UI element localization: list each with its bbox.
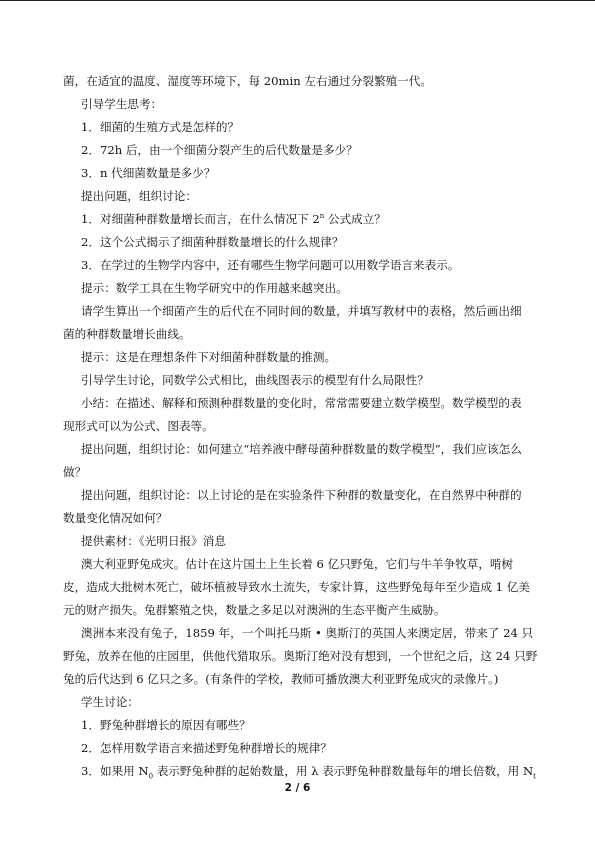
paragraph-line: 现形式可以为公式、图表等。	[63, 419, 214, 433]
paragraph-line: 引导学生思考：	[81, 97, 163, 111]
paragraph-line: 3．n 代细菌数量是多少？	[81, 166, 216, 180]
paragraph-line: 皮，造成大批树木死亡，破坏植被导致水土流失，专家计算，这些野兔每年至少造成 1 亿美	[63, 580, 530, 594]
line-text: 公式成立？	[324, 212, 386, 226]
paragraph-line: 菌的种群数量增长曲线。	[63, 327, 191, 341]
paragraph-line	[63, 208, 538, 231]
line-text: 1．对细菌种群数量增长而言，在什么情况下 2	[81, 212, 320, 226]
paragraph-line: 引导学生讨论，同数学公式相比，曲线图表示的模型有什么局限性？	[81, 373, 429, 387]
paragraph-line	[63, 760, 538, 783]
page-number: 2 / 6	[284, 782, 311, 794]
paragraph-line: 1．细菌的生殖方式是怎样的？	[81, 120, 240, 134]
subscript: 0	[148, 772, 154, 781]
paragraph-line: 澳大利亚野兔成灾。估计在这片国土上生长着 6 亿只野兔，它们与牛羊争牧草，啃树	[81, 557, 514, 571]
paragraph-line: 2．72h 后，由一个细菌分裂产生的后代数量是多少？	[81, 143, 358, 157]
paragraph-line: 1．野兔种群增长的原因有哪些？	[81, 718, 251, 732]
paragraph-line: 2．这个公式揭示了细菌种群数量增长的什么规律？	[81, 235, 344, 249]
paragraph-line: 兔的后代达到 6 亿只之多。(有条件的学校，教师可播放澳大利亚野兔成灾的录像片。)	[63, 672, 499, 686]
paragraph-line: 数量变化情况如何？	[63, 511, 168, 525]
paragraph-line: 提出问题，组织讨论：	[81, 189, 197, 203]
paragraph-line: 澳洲本来没有兔子，1859 年，一个叫托马斯 • 奥斯汀的英国人来澳定居，带来了 24 只	[81, 626, 534, 640]
paragraph-line: 菌，在适宜的温度、湿度等环境下，每 20min 左右通过分裂繁殖一代。	[63, 74, 432, 88]
document-body	[63, 70, 538, 783]
paragraph-line: 2．怎样用数学语言来描述野兔种群增长的规律？	[81, 741, 332, 755]
paragraph-line: 小结：在描述、解释和预测种群数量的变化时，常常需要建立数学模型。数学模型的表	[81, 396, 522, 410]
paragraph-line: 做？	[63, 465, 87, 479]
paragraph-line: 3．在学过的生物学内容中，还有哪些生物学问题可以用数学语言来表示。	[81, 258, 460, 272]
paragraph-line: 元的财产损失。兔群繁殖之快，数量之多足以对澳洲的生态平衡产生威胁。	[63, 603, 446, 617]
paragraph-line: 提供素材：《光明日报》消息	[81, 534, 226, 548]
subscript: t	[533, 772, 536, 781]
line-text: 3．如果用 N	[81, 764, 149, 778]
paragraph-line: 提出问题，组织讨论：如何建立“培养液中酵母菌种群数量的数学模型”，我们应该怎么	[81, 442, 522, 456]
paragraph-line: 提出问题，组织讨论：以上讨论的是在实验条件下种群的数量变化，在自然界中种群的	[81, 488, 522, 502]
paragraph-line: 提示：这是在理想条件下对细菌种群数量的推测。	[81, 350, 337, 364]
page-top-border	[0, 0, 595, 1]
line-text: 表示野兔种群的起始数量，用 λ 表示野兔种群数量每年的增长倍数，用 N	[153, 764, 534, 778]
paragraph-line: 提示：数学工具在生物学研究中的作用越来越突出。	[81, 281, 348, 295]
paragraph-line: 野兔，放养在他的庄园里，供他代猎取乐。奥斯汀绝对没有想到，一个世纪之后，这 24 只野	[63, 649, 538, 663]
paragraph-line: 请学生算出一个细菌产生的后代在不同时间的数量，并填写教材中的表格，然后画出细	[81, 304, 522, 318]
paragraph-line: 学生讨论：	[81, 695, 139, 709]
superscript: n	[319, 212, 325, 221]
